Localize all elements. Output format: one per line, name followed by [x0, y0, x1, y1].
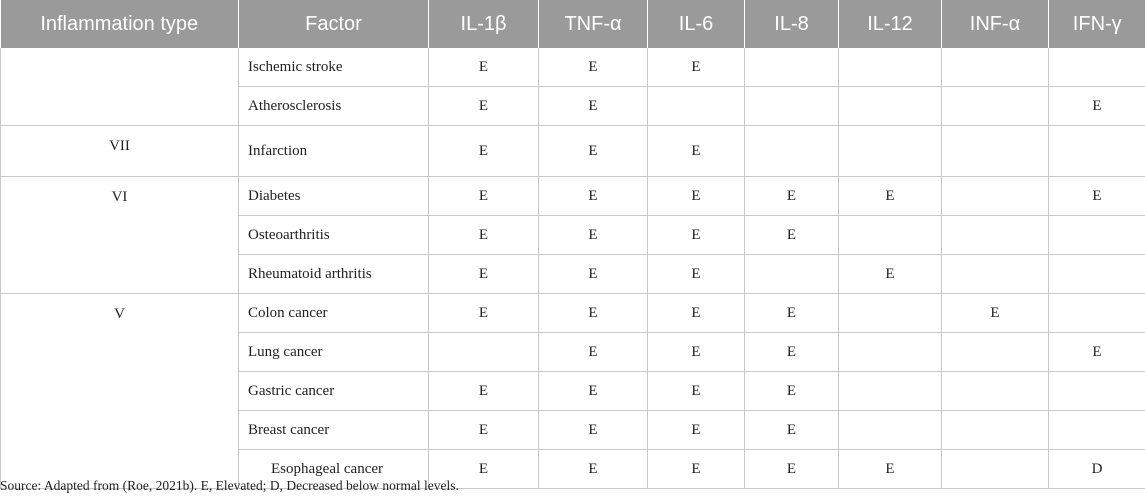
il-8-cell: E — [745, 216, 839, 255]
il-1b-cell: E — [429, 87, 539, 126]
inf-a-cell — [942, 372, 1049, 411]
il-6-cell: E — [648, 294, 745, 333]
header-tnf-a: TNF-α — [539, 0, 648, 48]
table-row — [1, 48, 1145, 87]
inf-a-cell — [942, 87, 1049, 126]
inflammation-type-cell: V — [1, 294, 239, 489]
factor-cell: Gastric cancer — [239, 372, 429, 411]
tnf-a-cell: E — [539, 48, 648, 87]
il-8-cell: E — [745, 177, 839, 216]
factor-cell: Ischemic stroke — [239, 48, 429, 87]
il-12-cell — [839, 333, 942, 372]
il-12-cell — [839, 411, 942, 450]
header-inf-a: INF-α — [942, 0, 1049, 48]
il-12-cell — [839, 294, 942, 333]
il-1b-cell: E — [429, 216, 539, 255]
il-6-cell: E — [648, 333, 745, 372]
il-8-cell: E — [745, 333, 839, 372]
inf-a-cell — [942, 177, 1049, 216]
tnf-a-cell: E — [539, 333, 648, 372]
il-12-cell — [839, 216, 942, 255]
il-8-cell — [745, 255, 839, 294]
tnf-a-cell: E — [539, 216, 648, 255]
factor-cell: Diabetes — [239, 177, 429, 216]
il-6-cell: E — [648, 372, 745, 411]
header-il-1b: IL-1β — [429, 0, 539, 48]
tnf-a-cell: E — [539, 255, 648, 294]
table-header-row — [1, 0, 1145, 48]
table-row — [1, 294, 1145, 333]
factor-cell: Lung cancer — [239, 333, 429, 372]
il-8-cell: E — [745, 450, 839, 489]
il-8-cell: E — [745, 411, 839, 450]
il-8-cell — [745, 87, 839, 126]
inf-a-cell — [942, 333, 1049, 372]
ifn-g-cell — [1049, 294, 1145, 333]
tnf-a-cell: E — [539, 450, 648, 489]
inf-a-cell: E — [942, 294, 1049, 333]
il-12-cell — [839, 87, 942, 126]
il-1b-cell: E — [429, 48, 539, 87]
il-12-cell — [839, 48, 942, 87]
header-il-6: IL-6 — [648, 0, 745, 48]
ifn-g-cell — [1049, 216, 1145, 255]
ifn-g-cell: E — [1049, 177, 1145, 216]
il-8-cell: E — [745, 372, 839, 411]
il-12-cell — [839, 372, 942, 411]
header-il-8: IL-8 — [745, 0, 839, 48]
inf-a-cell — [942, 48, 1049, 87]
table-row — [1, 126, 1145, 177]
inf-a-cell — [942, 450, 1049, 489]
il-6-cell — [648, 87, 745, 126]
ifn-g-cell — [1049, 48, 1145, 87]
il-1b-cell: E — [429, 372, 539, 411]
factor-cell: Esophageal cancer — [239, 450, 429, 489]
il-12-cell: E — [839, 255, 942, 294]
inf-a-cell — [942, 255, 1049, 294]
il-1b-cell: E — [429, 411, 539, 450]
factor-cell: Infarction — [239, 126, 429, 177]
header-inflammation-type: Inflammation type — [1, 0, 239, 48]
il-6-cell: E — [648, 177, 745, 216]
ifn-g-cell — [1049, 255, 1145, 294]
inf-a-cell — [942, 126, 1049, 177]
ifn-g-cell: E — [1049, 333, 1145, 372]
tnf-a-cell: E — [539, 177, 648, 216]
factor-cell: Rheumatoid arthritis — [239, 255, 429, 294]
inf-a-cell — [942, 216, 1049, 255]
tnf-a-cell: E — [539, 294, 648, 333]
il-8-cell — [745, 48, 839, 87]
ifn-g-cell — [1049, 411, 1145, 450]
ifn-g-cell: E — [1049, 87, 1145, 126]
inflammation-type-cell: VII — [1, 126, 239, 177]
factor-cell: Colon cancer — [239, 294, 429, 333]
header-ifn-g: IFN-γ — [1049, 0, 1145, 48]
ifn-g-cell — [1049, 126, 1145, 177]
tnf-a-cell: E — [539, 411, 648, 450]
il-8-cell: E — [745, 294, 839, 333]
il-6-cell: E — [648, 411, 745, 450]
header-il-12: IL-12 — [839, 0, 942, 48]
il-12-cell — [839, 126, 942, 177]
il-1b-cell: E — [429, 450, 539, 489]
il-1b-cell: E — [429, 255, 539, 294]
il-6-cell: E — [648, 255, 745, 294]
il-8-cell — [745, 126, 839, 177]
il-1b-cell: E — [429, 126, 539, 177]
inflammation-type-cell: VI — [1, 177, 239, 294]
il-6-cell: E — [648, 450, 745, 489]
il-1b-cell: E — [429, 177, 539, 216]
ifn-g-cell — [1049, 372, 1145, 411]
il-12-cell: E — [839, 450, 942, 489]
factor-cell: Osteoarthritis — [239, 216, 429, 255]
factor-cell: Atherosclerosis — [239, 87, 429, 126]
il-6-cell: E — [648, 216, 745, 255]
il-6-cell: E — [648, 126, 745, 177]
ifn-g-cell: D — [1049, 450, 1145, 489]
tnf-a-cell: E — [539, 87, 648, 126]
tnf-a-cell: E — [539, 372, 648, 411]
header-factor: Factor — [239, 0, 429, 48]
table-row — [1, 177, 1145, 216]
il-1b-cell — [429, 333, 539, 372]
tnf-a-cell: E — [539, 126, 648, 177]
table-source-note: Source: Adapted from (Roe, 2021b). E, Elevated; D, Decreased below normal levels. — [0, 478, 459, 493]
il-1b-cell: E — [429, 294, 539, 333]
inflammation-type-cell — [1, 48, 239, 126]
inf-a-cell — [942, 411, 1049, 450]
factor-cell: Breast cancer — [239, 411, 429, 450]
il-6-cell: E — [648, 48, 745, 87]
il-12-cell: E — [839, 177, 942, 216]
